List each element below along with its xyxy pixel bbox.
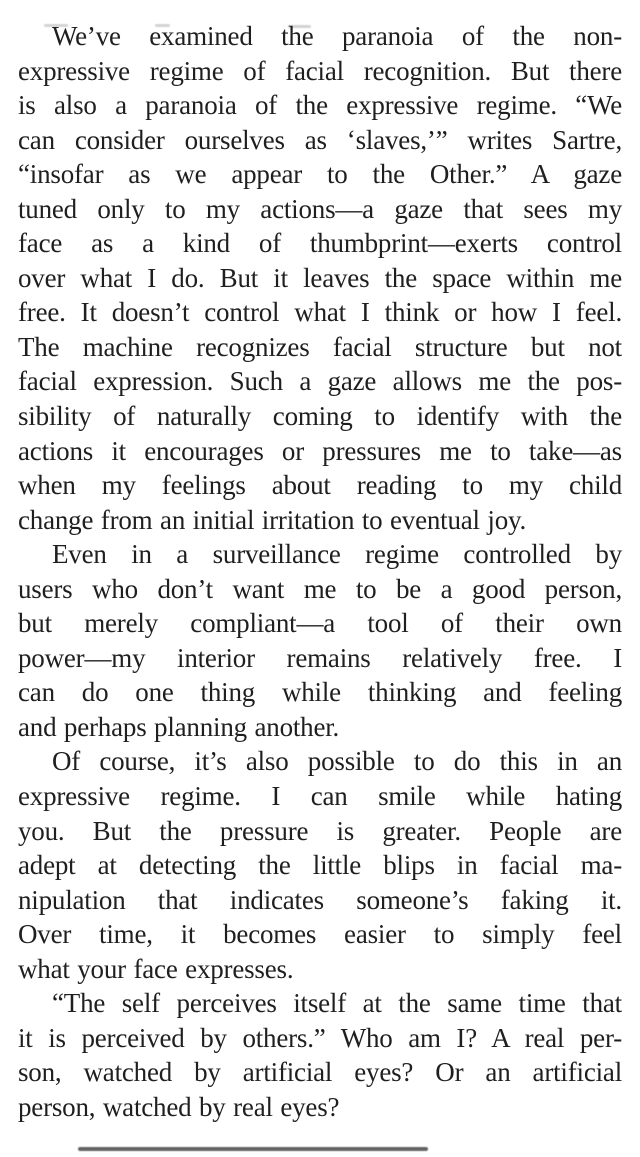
- text-line: facial expression. Such a gaze allows me the pos-: [18, 366, 622, 397]
- text-line: “The self perceives itself at the same time that: [52, 988, 622, 1019]
- text-line: but merely compliant—a tool of their own: [18, 608, 622, 639]
- text-line: son, watched by artificial eyes? Or an artificial: [18, 1057, 622, 1088]
- paragraph: [18, 986, 622, 1124]
- text-line: when my feelings about reading to my child: [18, 470, 622, 501]
- text-line: it is perceived by others.” Who am I? A real per-: [18, 1022, 622, 1053]
- text-line: face as a kind of thumbprint—exerts control: [18, 228, 622, 259]
- text-line: free. It doesn’t control what I think or how I feel.: [18, 297, 622, 328]
- paragraph: [18, 744, 622, 986]
- text-line: power—my interior remains relatively free. I: [18, 642, 622, 673]
- text-line: tuned only to my actions—a gaze that sees my: [18, 193, 622, 224]
- text-line: “insofar as we appear to the Other.” A gaze: [18, 159, 622, 190]
- text-line: We’ve examined the paranoia of the non-: [52, 21, 622, 51]
- text-line: sibility of naturally coming to identify with the: [18, 401, 622, 432]
- bottom-scan-bar: [78, 1147, 428, 1151]
- text-line: The machine recognizes facial structure but not: [18, 331, 622, 362]
- text-line: expressive regime of facial recognition. But there: [18, 55, 622, 86]
- text-line: can do one thing while thinking and feeling: [18, 677, 622, 708]
- text-line: Over time, it becomes easier to simply feel: [18, 919, 622, 950]
- text-line: person, watched by real eyes?: [18, 1091, 340, 1122]
- text-line: actions it encourages or pressures me to take—as: [18, 435, 622, 466]
- text-line: over what I do. But it leaves the space within me: [18, 262, 622, 293]
- text-line: Of course, it’s also possible to do this in an: [52, 746, 622, 777]
- text-line: adept at detecting the little blips in facial ma-: [18, 850, 622, 881]
- text-line: you. But the pressure is greater. People are: [18, 815, 622, 846]
- text-line: is also a paranoia of the expressive regime. “We: [18, 90, 622, 121]
- page-text: [18, 19, 622, 1125]
- text-line: nipulation that indicates someone’s faking it.: [18, 884, 622, 915]
- text-line: and perhaps planning another.: [18, 711, 340, 742]
- text-line: can consider ourselves as ‘slaves,’” writes Sartre,: [18, 124, 622, 155]
- paragraph: [18, 19, 622, 537]
- text-line: users who don’t want me to be a good person,: [18, 573, 622, 604]
- text-line: what your face expresses.: [18, 953, 294, 984]
- text-line: Even in a surveillance regime controlled by: [52, 539, 622, 570]
- text-line: expressive regime. I can smile while hating: [18, 781, 622, 812]
- text-line: change from an initial irritation to eventual joy.: [18, 504, 527, 535]
- paragraph: [18, 537, 622, 744]
